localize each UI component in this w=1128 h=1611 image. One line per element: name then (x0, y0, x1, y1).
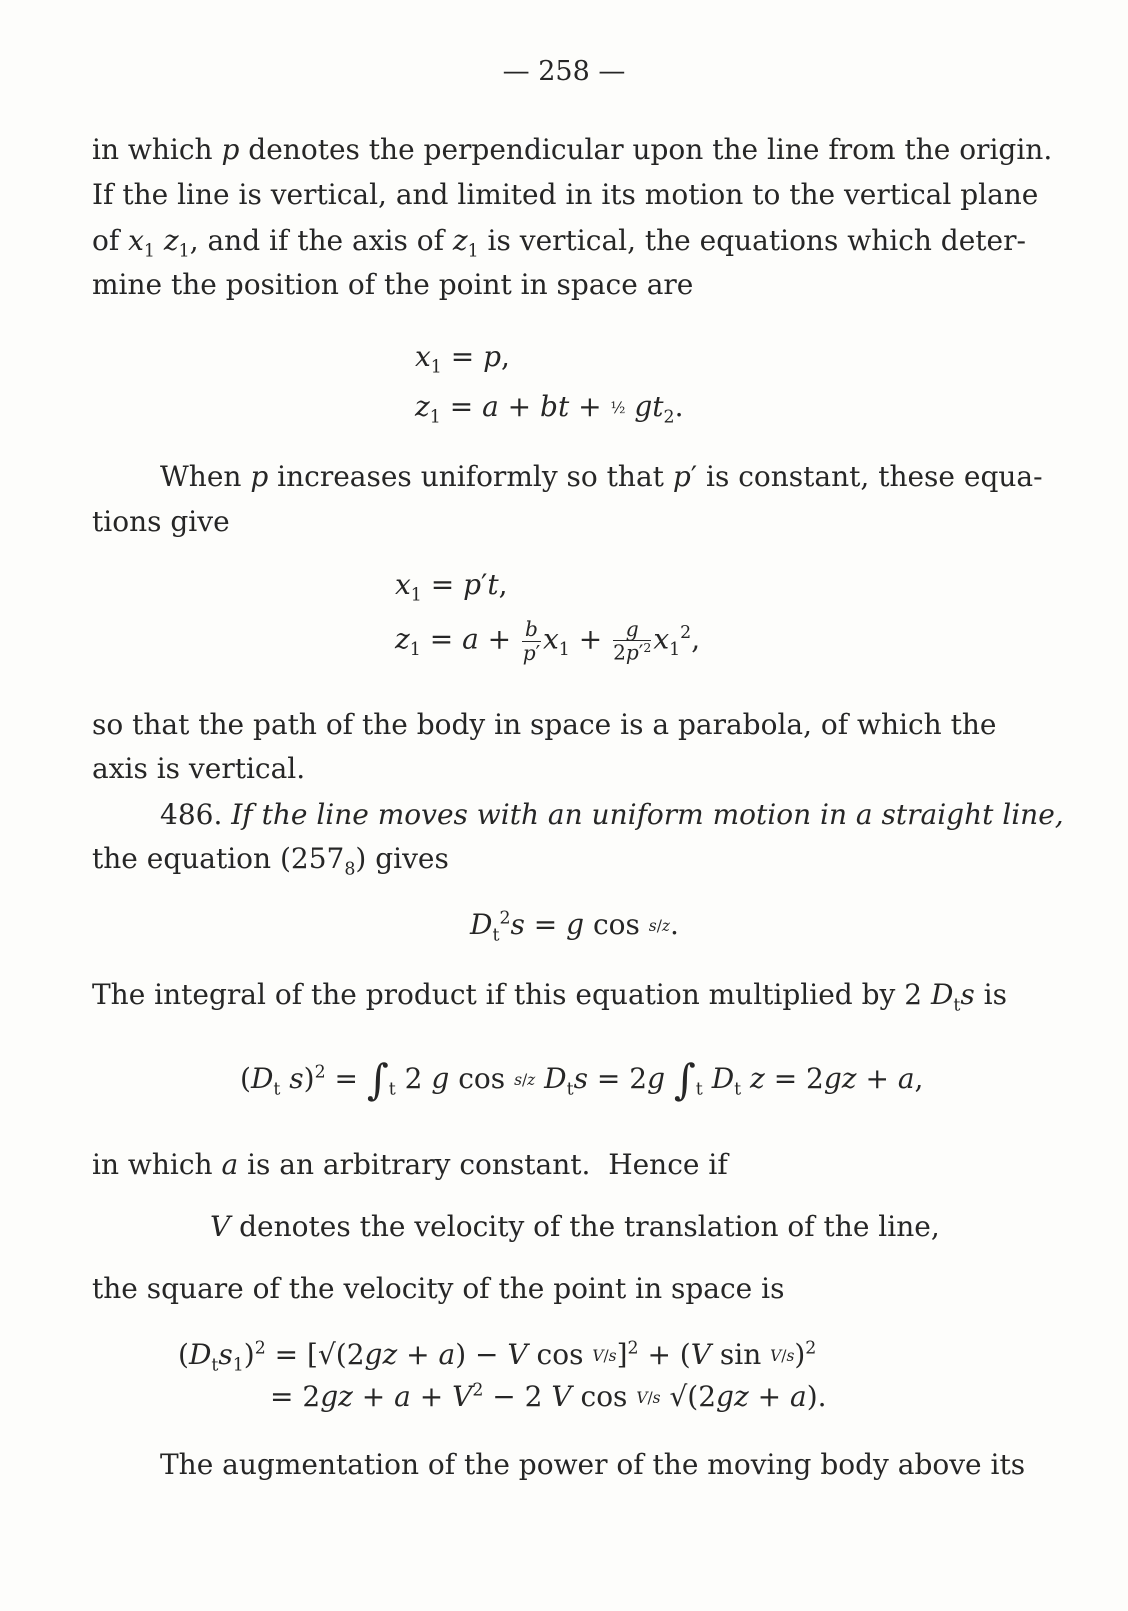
text-line-4: mine the position of the point in space are (92, 268, 694, 301)
text-line-12: in which a is an arbitrary constant. Hence if (92, 1148, 728, 1181)
text-line-7: so that the path of the body in space is a parabola, of which the (92, 708, 997, 741)
text-line-2: If the line is vertical, and limited in its motion to the vertical plane (92, 178, 1039, 211)
text-line-3: of $x_1$ $z_1$, and if the axis of $z_1$ is vertical, the equations which deter- (92, 224, 1026, 262)
equation-z1-parabola: $z_1 = a$ + $\frac{b}{p'}$ $x_1$ + $\frac{g}{2p'^2}$ $x_1^2$, (395, 617, 701, 665)
text-line-10: the equation $(257_8)$ gives (92, 842, 449, 880)
equation-second-derivative: $D_t^2s = g$ cos s/z. (470, 908, 679, 946)
text-line-13: V denotes the velocity of the translation of the line, (210, 1210, 940, 1243)
text-line-15: The augmentation of the power of the moving body above its (160, 1448, 1026, 1481)
text-line-8: axis is vertical. (92, 752, 306, 785)
text-line-6: tions give (92, 505, 230, 538)
text-line-14: the square of the velocity of the point in space is (92, 1272, 785, 1305)
equation-velocity-square-1: $(D_ts_1)^2 = [√(2gz + a) - V$ cos V/s]$^2$ + (V sin V/s)$^2$ (178, 1338, 817, 1376)
page-number: — 258 — (502, 56, 626, 87)
equation-x1-pt: $x_1 = p't$, (395, 568, 508, 606)
text-line-9: 486. If the line moves with an uniform motion in a straight line, (160, 798, 1064, 831)
equation-integral: ($D_t$ $s)^2 = \int_t$ 2 g cos s/z $D_ts = 2g$ $\int_t$ $D_t$ z = 2gz + a, (240, 1055, 924, 1104)
equation-z1-parabola-time: $z_1 = a$ + bt + ½ $gt_2$. (415, 390, 684, 428)
equation-velocity-square-2: = $2gz + a + V^2 - 2$ V cos V/s √(2gz + a). (270, 1380, 827, 1413)
text-line-1: in which p denotes the perpendicular upon the line from the origin. (92, 133, 1053, 166)
equation-x1-p: $x_1 = p$, (415, 340, 510, 378)
text-line-11: The integral of the product if this equation multiplied by 2 $D_ts$ is (92, 978, 1008, 1016)
text-line-5: When p increases uniformly so that p′ is constant, these equa- (160, 460, 1043, 493)
